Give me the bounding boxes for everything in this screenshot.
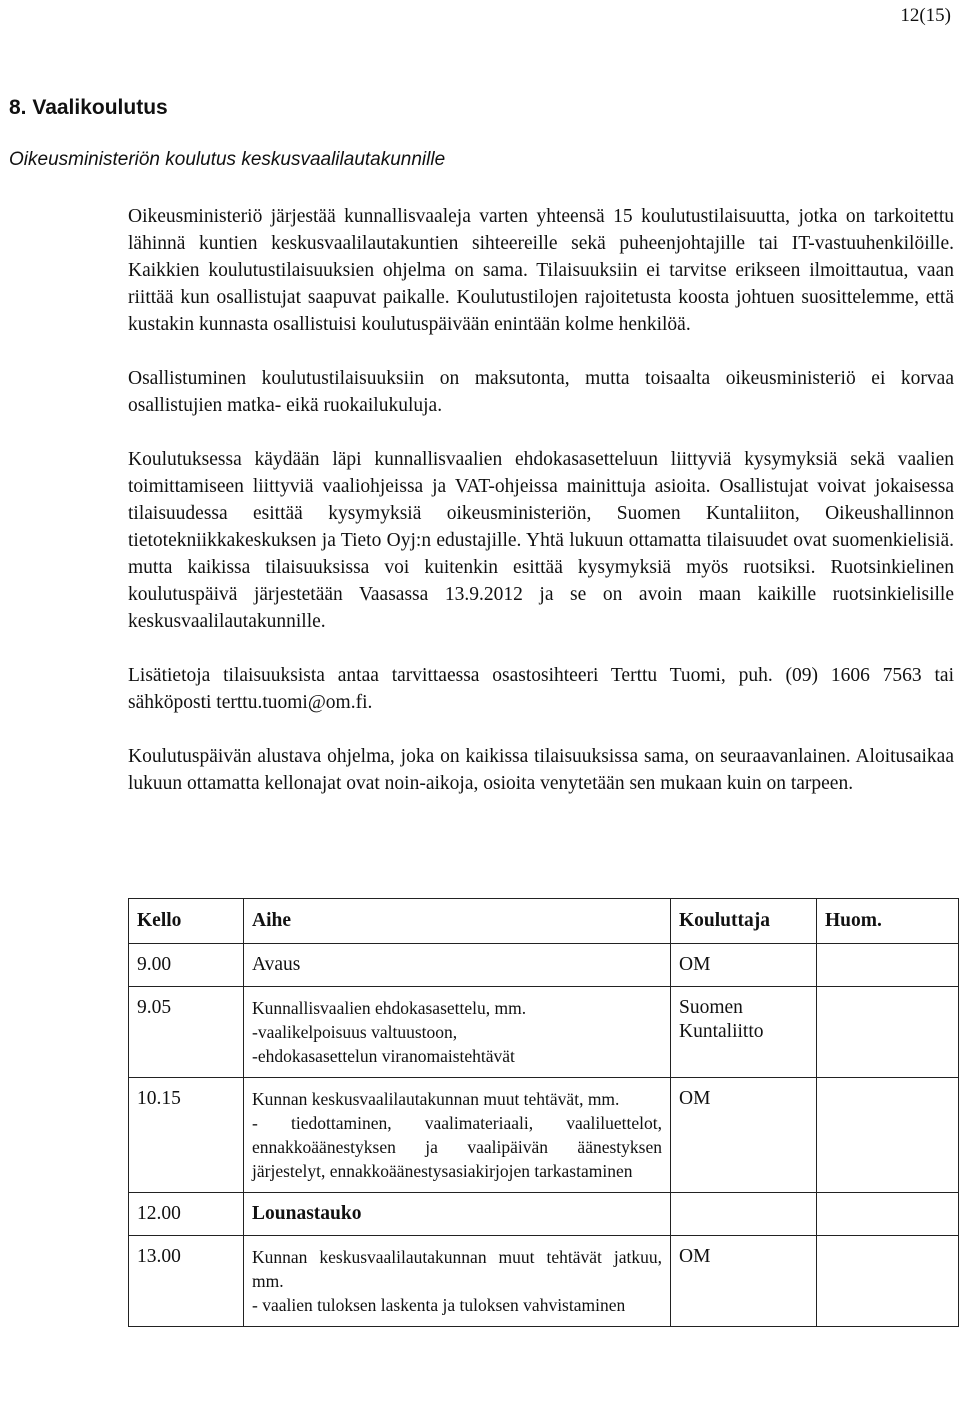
table-row: [129, 987, 959, 1078]
cell-time: 10.15: [129, 1078, 244, 1193]
cell-note: [817, 1193, 959, 1236]
cell-trainer: Suomen Kuntaliitto: [671, 987, 817, 1078]
cell-time: 9.00: [129, 944, 244, 987]
paragraph: Osallistuminen koulutustilaisuuksiin on maksutonta, mutta toisaalta oikeusministeriö ei korvaa osallistujien matka- eikä ruokailukuluja.: [128, 368, 954, 416]
cell-trainer: OM: [671, 1236, 817, 1327]
section-heading: 8. Vaalikoulutus: [9, 96, 168, 119]
cell-topic: [244, 1236, 671, 1327]
header-time: Kello: [129, 899, 244, 944]
cell-topic: [244, 1078, 671, 1193]
cell-time: 13.00: [129, 1236, 244, 1327]
cell-note: [817, 944, 959, 987]
cell-time: 12.00: [129, 1193, 244, 1236]
cell-time: 9.05: [129, 987, 244, 1078]
topic-line: - tiedottaminen, vaalimateriaali, vaaliluettelot, ennakkoäänestyksen ja vaalipäivän äänestyksen järjestelyt, ennakkoäänestysasiakirjojen tarkastaminen: [252, 1113, 662, 1181]
topic-line: -ehdokasasettelun viranomaistehtävät: [252, 1046, 515, 1066]
table-row: [129, 1236, 959, 1327]
cell-note: [817, 1236, 959, 1327]
paragraph: Oikeusministeriö järjestää kunnallisvaaleja varten yhteensä 15 koulutustilaisuutta, jotka on tarkoitettu lähinnä kuntien keskusvaalilautakuntien sihteereille sekä puheenjohtajille tai IT-vastuuhenkilöille. Kaikkien koulutustilaisuuksien ohjelma on sama. Tilaisuuksiin ei tarvitse erikseen ilmoittautua, vaan riittää kun osallistujat saapuvat paikalle. Koulutustilojen rajoitetusta koosta johtuen suosittelemme, että kustakin kunnasta osallistuisi koulutuspäivään enintään kolme henkilöä.: [128, 206, 954, 335]
header-trainer: Kouluttaja: [671, 899, 817, 944]
cell-note: [817, 1078, 959, 1193]
body-text: [128, 203, 954, 824]
topic-line: Avaus: [252, 954, 301, 975]
cell-trainer: [671, 1193, 817, 1236]
table-row: [129, 1078, 959, 1193]
header-topic: Aihe: [244, 899, 671, 944]
paragraph: Koulutuksessa käydään läpi kunnallisvaalien ehdokasasetteluun liittyviä kysymyksiä sekä vaalien toimittamiseen liittyviä vaaliohjeissa ja VAT-ohjeissa mainittuja asioita. Osallistujat voivat jokaisessa tilaisuudessa esittää kysymyksiä oikeusministeriön, Suomen Kuntaliiton, Oikeushallinnon tietotekniikkakeskuksen ja Tieto Oyj:n edustajille. Yhtä lukuun ottamatta tilaisuudet ovat suomenkielisiä. mutta kaikissa tilaisuuksissa voi kuitenkin esittää kysymyksiä myös ruotsiksi. Ruotsinkielinen koulutuspäivä järjestetään Vaasassa 13.9.2012 ja se on avoin maan kaikille ruotsinkielisille keskusvaalilautakunnille.: [128, 449, 954, 632]
cell-trainer: OM: [671, 1078, 817, 1193]
topic-line: -vaalikelpoisuus valtuustoon,: [252, 1022, 458, 1042]
page-number: 12(15): [900, 5, 951, 26]
table-row: [129, 944, 959, 987]
header-note: Huom.: [817, 899, 959, 944]
topic-line: Kunnan keskusvaalilautakunnan muut tehtävät, mm.: [252, 1089, 620, 1109]
topic-line: Lounastauko: [252, 1203, 362, 1224]
section-subheading: Oikeusministeriön koulutus keskusvaalilautakunnille: [9, 149, 446, 170]
cell-topic: [244, 987, 671, 1078]
paragraph: Lisätietoja tilaisuuksista antaa tarvittaessa osastosihteeri Terttu Tuomi, puh. (09) 1606 7563 tai sähköposti terttu.tuomi@om.fi.: [128, 665, 954, 713]
table-header-row: [129, 899, 959, 944]
topic-line: Kunnallisvaalien ehdokasasettelu, mm.: [252, 998, 527, 1018]
topic-line: Kunnan keskusvaalilautakunnan muut tehtävät jatkuu, mm.: [252, 1247, 662, 1291]
cell-topic: [244, 1193, 671, 1236]
cell-note: [817, 987, 959, 1078]
table-row: [129, 1193, 959, 1236]
topic-line: - vaalien tuloksen laskenta ja tuloksen vahvistaminen: [252, 1295, 626, 1315]
cell-trainer: OM: [671, 944, 817, 987]
schedule-table: [128, 898, 959, 1327]
cell-topic: [244, 944, 671, 987]
paragraph: Koulutuspäivän alustava ohjelma, joka on kaikissa tilaisuuksissa sama, on seuraavanlainen. Aloitusaikaa lukuun ottamatta kellonajat ovat noin-aikoja, osioita venytetään sen mukaan kuin on tarpeen.: [128, 746, 954, 794]
